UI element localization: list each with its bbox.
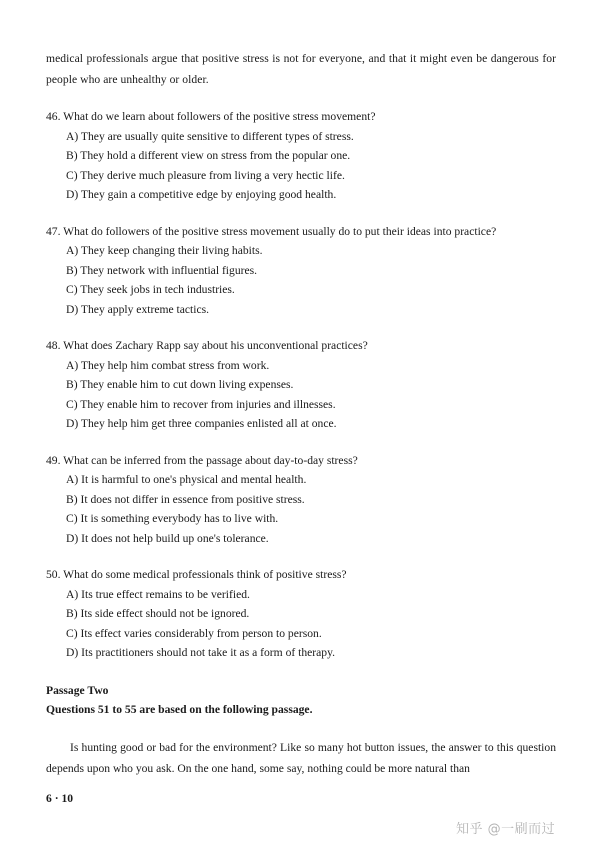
question-list: [46, 107, 556, 663]
option-d: D) They help him get three companies enlisted all at once.: [66, 417, 337, 430]
question-49: [46, 451, 556, 549]
option-b: B) They network with influential figures.: [66, 263, 258, 277]
option-c: C) They enable him to recover from injuries and illnesses.: [66, 397, 336, 411]
option-b: B) It does not differ in essence from positive stress.: [66, 492, 305, 506]
question-stem: 48. What does Zachary Rapp say about his unconventional practices?: [46, 339, 368, 352]
watermark: 知乎 @一刷而过: [456, 822, 556, 837]
option-list: [66, 241, 556, 319]
option-list: [66, 127, 556, 205]
passage-heading: [46, 681, 556, 720]
option-c: C) They seek jobs in tech industries.: [66, 283, 235, 296]
option-a: A) They are usually quite sensitive to different types of stress.: [66, 129, 354, 143]
option-b: B) They enable him to cut down living expenses.: [66, 378, 294, 391]
question-46: [46, 107, 556, 205]
question-stem: 49. What can be inferred from the passage about day-to-day stress?: [46, 453, 358, 467]
option-d: D) Its practitioners should not take it as a form of therapy.: [66, 646, 336, 659]
question-50: [46, 565, 556, 663]
question-48: [46, 336, 556, 434]
question-stem: 47. What do followers of the positive stress movement usually do to put their ideas into practice?: [46, 224, 497, 238]
intro-paragraph: medical professionals argue that positive stress is not for everyone, and that it might even be dangerous for people who are unhealthy or older.: [46, 52, 556, 86]
question-stem: 50. What do some medical professionals think of positive stress?: [46, 568, 347, 581]
option-list: [66, 470, 556, 548]
option-list: [66, 356, 556, 434]
page-number: 6 · 10: [46, 792, 74, 805]
option-a: A) They keep changing their living habits.: [66, 244, 263, 257]
option-d: D) It does not help build up one's tolerance.: [66, 531, 269, 545]
option-a: A) They help him combat stress from work.: [66, 358, 270, 372]
option-a: A) Its true effect remains to be verified.: [66, 587, 250, 601]
option-d: D) They gain a competitive edge by enjoying good health.: [66, 188, 337, 201]
option-c: C) It is something everybody has to live with.: [66, 512, 279, 525]
document-page: [46, 48, 556, 790]
passage-instruction: Questions 51 to 55 are based on the following passage.: [46, 703, 313, 716]
passage-body: Is hunting good or bad for the environment? Like so many hot button issues, the answer to this question depends upon who you ask. On the one hand, some say, nothing could be more natural than: [46, 740, 556, 775]
option-b: B) Its side effect should not be ignored.: [66, 607, 250, 620]
option-a: A) It is harmful to one's physical and mental health.: [66, 473, 307, 486]
question-stem: 46. What do we learn about followers of the positive stress movement?: [46, 110, 376, 123]
option-c: C) They derive much pleasure from living a very hectic life.: [66, 168, 345, 182]
question-47: [46, 222, 556, 320]
option-c: C) Its effect varies considerably from person to person.: [66, 626, 322, 640]
passage-title: Passage Two: [46, 683, 109, 697]
option-list: [66, 585, 556, 663]
option-b: B) They hold a different view on stress from the popular one.: [66, 149, 351, 162]
option-d: D) They apply extreme tactics.: [66, 302, 210, 316]
